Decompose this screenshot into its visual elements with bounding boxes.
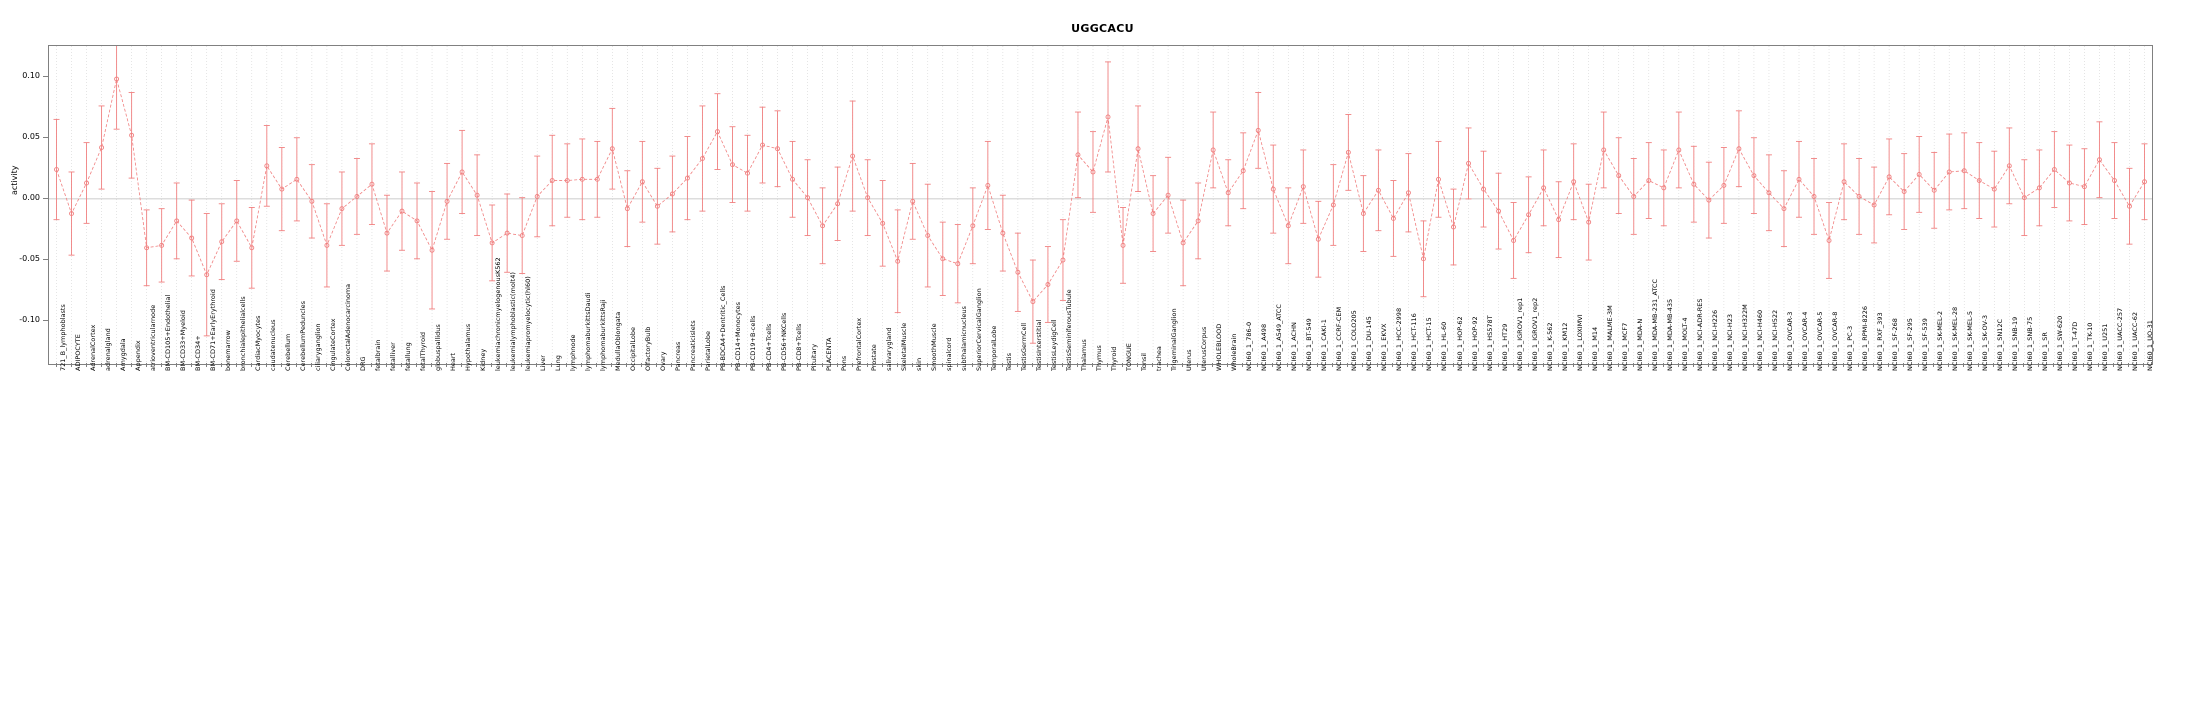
x-tick-mark [491,363,492,367]
x-tick-mark [641,363,642,367]
x-tick-mark [1212,363,1213,367]
x-tick-label: leukemiapromyelocytic(hl60) [524,276,533,371]
x-tick-label: NCI60_1_HOP-92 [1470,316,1479,371]
x-tick-mark [476,363,477,367]
x-tick-label: SuperiorCervicalGanglion [974,288,983,371]
x-tick-mark [1197,363,1198,367]
x-tick-mark [521,363,522,367]
x-tick-label: NCI60_1_HS578T [1485,315,1494,371]
x-tick-mark [746,363,747,367]
x-tick-mark [972,363,973,367]
x-tick-label: BM-CD105+Endothelial [163,294,172,371]
x-tick-label: NCI60_1_KM12 [1560,322,1569,371]
x-tick-mark [1407,363,1408,367]
x-tick-label: Lung [554,355,563,371]
x-tick-label: NCI60_1_MDA-MB-231_ATCC [1650,278,1659,371]
x-tick-label: TONGUE [1125,343,1134,371]
x-tick-label: TrigeminalGanglion [1170,308,1179,371]
x-tick-label: NCI60_1_UO-31 [2146,320,2155,371]
x-tick-mark [1152,363,1153,367]
x-tick-label: ADIPOCYTE [73,334,82,371]
x-tick-label: Tonsil [1140,353,1149,371]
x-tick-mark [1678,363,1679,367]
x-tick-label: PB-CD8+Tcells [794,323,803,371]
x-tick-label: salivarygland [884,327,893,371]
x-tick-mark [2113,363,2114,367]
x-tick-mark [1483,363,1484,367]
x-tick-mark [1227,363,1228,367]
x-tick-label: PB-BDCA4+Dentritic_Cells [719,285,728,371]
y-tick-label: 0.05 [22,131,40,141]
x-tick-label: subthalamicnucleus [959,306,968,371]
x-tick-mark [942,363,943,367]
x-tick-label: trachea [1155,346,1164,371]
x-tick-label: NCI60_1_UACC-62 [2131,311,2140,371]
x-tick-mark [867,363,868,367]
x-tick-label: NCI60_1_SF-539 [1921,318,1930,371]
x-tick-mark [1558,363,1559,367]
x-tick-label: NCI60_1_SR [2041,332,2050,371]
x-tick-mark [1828,363,1829,367]
x-tick-label: Pancreas [674,341,683,371]
x-tick-mark [1978,363,1979,367]
x-tick-mark [1783,363,1784,367]
x-tick-label: NCI60_1_HCC-2998 [1395,307,1404,371]
x-tick-label: PLACENTA [824,337,833,371]
x-tick-label: Thymus [1094,345,1103,371]
x-tick-mark [341,363,342,367]
x-tick-mark [1903,363,1904,367]
x-tick-label: bronchialepithelialcells [238,296,247,371]
x-tick-mark [1347,363,1348,367]
x-tick-mark [1873,363,1874,367]
x-tick-label: NCI60_1_CCRF-CEM [1335,306,1344,371]
x-tick-mark [1377,363,1378,367]
x-tick-mark [1798,363,1799,367]
x-tick-mark [206,363,207,367]
x-tick-mark [1047,363,1048,367]
x-tick-label: Pons [839,355,848,371]
x-tick-mark [1498,363,1499,367]
x-tick-label: Hypothalamus [464,323,473,371]
x-tick-mark [2023,363,2024,367]
x-tick-mark [731,363,732,367]
x-tick-label: NCI60_1_OVCAR-5 [1816,311,1825,371]
x-tick-label: WholeBrain [1230,333,1239,371]
x-tick-label: Amygdala [118,338,127,371]
x-tick-mark [2143,363,2144,367]
x-tick-label: fetallung [404,342,412,371]
x-tick-label: NCI60_1_A549_ATCC [1275,304,1284,371]
x-tick-mark [221,363,222,367]
x-tick-label: SkeletalMuscle [899,322,908,371]
x-tick-label: NCI60_1_OVCAR-4 [1800,311,1809,371]
x-tick-mark [2038,363,2039,367]
x-tick-mark [371,363,372,367]
x-tick-mark [416,363,417,367]
x-tick-mark [281,363,282,367]
x-tick-mark [716,363,717,367]
x-tick-label: NCI60_1_SW-620 [2056,315,2065,371]
x-tick-label: NCI60_1_HOP-62 [1455,316,1464,371]
x-tick-mark [671,363,672,367]
x-tick-mark [762,363,763,367]
x-tick-label: NCI60_1_NCI-ADR-RES [1695,298,1704,371]
x-tick-label: 721_B_lymphoblasts [58,304,67,371]
x-tick-label: NCI60_1_SN12C [1996,318,2005,371]
x-tick-label: spinalcord [944,337,953,371]
x-tick-mark [1468,363,1469,367]
x-tick-label: NCI60_1_LOXIMVI [1575,314,1584,371]
x-tick-mark [822,363,823,367]
x-tick-label: OlfactoryBulb [644,326,653,371]
x-tick-mark [101,363,102,367]
x-tick-mark [176,363,177,367]
x-tick-mark [116,363,117,367]
x-tick-label: PB-CD56+NKCells [779,312,788,371]
x-tick-label: NCI60_1_UACC-257 [2116,307,2125,371]
x-tick-mark [1453,363,1454,367]
x-tick-mark [1317,363,1318,367]
x-tick-mark [807,363,808,367]
x-tick-mark [1362,363,1363,367]
x-tick-mark [1092,363,1093,367]
x-tick-label: NCI60_1_NCI-H23 [1725,313,1734,371]
x-tick-mark [852,363,853,367]
x-tick-label: Liver [539,355,548,371]
x-tick-mark [461,363,462,367]
x-tick-mark [191,363,192,367]
x-tick-label: lymphomaburkittsRaji [599,299,608,371]
x-tick-label: NCI60_1_HCT-15 [1425,317,1434,371]
x-tick-label: leukemialymphoblastic(molt4) [509,272,518,371]
x-tick-mark [1693,363,1694,367]
x-tick-mark [1888,363,1889,367]
chart-title: UGGCACU [1071,22,1134,35]
x-tick-mark [1017,363,1018,367]
x-tick-label: UterusCorpus [1200,326,1209,371]
x-tick-mark [1933,363,1934,367]
x-tick-mark [882,363,883,367]
x-tick-mark [701,363,702,367]
x-tick-label: Thyroid [1110,346,1118,371]
x-tick-label: OccipitalLobe [629,327,638,371]
x-tick-label: Ovary [659,351,668,371]
x-tick-mark [71,363,72,367]
x-tick-mark [1032,363,1033,367]
x-tick-label: NCI60_1_HCT-116 [1410,313,1419,371]
x-tick-label: adrenalgland [103,328,112,371]
x-tick-mark [401,363,402,367]
x-tick-mark [957,363,958,367]
x-tick-mark [1663,363,1664,367]
x-tick-mark [566,363,567,367]
x-tick-mark [446,363,447,367]
x-tick-mark [1302,363,1303,367]
x-tick-mark [1182,363,1183,367]
x-tick-mark [1708,363,1709,367]
x-tick-label: NCI60_1_M14 [1590,326,1599,371]
x-tick-label: CardiacMyocytes [253,315,262,371]
x-tick-label: fetalliver [388,342,397,371]
x-tick-mark [777,363,778,367]
x-tick-mark [1122,363,1123,367]
x-tick-label: NCI60_1_COLO205 [1350,310,1359,371]
x-tick-label: AdrenalCortex [88,324,97,371]
x-tick-label: NCI60_1_SNB-19 [2011,316,2020,371]
x-tick-label: PrefrontalCortex [854,317,863,371]
x-tick-label: NCI60_1_MOLT-4 [1680,317,1689,371]
x-tick-label: Kidney [479,348,488,371]
x-tick-label: NCI60_1_K-562 [1545,322,1554,371]
y-axis-label: activity [10,165,19,195]
x-tick-mark [626,363,627,367]
x-tick-mark [1543,363,1544,367]
x-tick-label: lymphomaburkittsDaudi [584,292,593,371]
x-tick-mark [987,363,988,367]
x-tick-mark [311,363,312,367]
y-tick-label: -0.10 [19,315,40,325]
x-tick-mark [2083,363,2084,367]
x-tick-label: NCI60_1_PC-3 [1846,325,1855,371]
x-tick-label: NCI60_1_T-47D [2071,321,2080,371]
x-tick-label: NCI60_1_NCI-H322M [1740,304,1749,371]
x-tick-mark [596,363,597,367]
x-tick-mark [2008,363,2009,367]
x-tick-label: WHOLEBLOOD [1215,323,1224,371]
x-tick-label: NCI60_1_NCI-H460 [1755,309,1764,371]
x-tick-label: globuspallidus [434,324,443,371]
x-tick-label: MedullaOblongata [614,311,623,371]
x-tick-mark [551,363,552,367]
x-tick-label: NCI60_1_NCI-H226 [1710,309,1719,371]
x-tick-mark [1813,363,1814,367]
x-tick-label: ciliaryganglion [313,323,322,371]
x-tick-mark [1723,363,1724,367]
x-tick-label: PB-CD4+Tcells [764,323,773,371]
x-tick-label: NCI60_1_OVCAR-3 [1785,311,1794,371]
x-tick-mark [1107,363,1108,367]
x-tick-mark [1422,363,1423,367]
x-tick-label: NCI60_1_786-0 [1245,321,1254,371]
x-tick-label: NCI60_1_RXF_393 [1876,312,1885,371]
x-tick-label: BM-CD71+EarlyErythroid [208,289,217,371]
x-tick-mark [1963,363,1964,367]
x-tick-label: NCI60_1_RPMI-8226 [1861,305,1870,371]
x-tick-label: TestisGermCell [1019,322,1028,371]
x-tick-label: Pituitary [809,343,818,371]
x-tick-label: NCI60_1_SNB-75 [2026,316,2035,371]
x-tick-mark [236,363,237,367]
x-tick-mark [1603,363,1604,367]
x-tick-mark [1648,363,1649,367]
x-tick-label: PB-CD19+B-cells [749,315,758,371]
x-tick-label: NCI60_1_OVCAR-8 [1831,311,1840,371]
x-tick-mark [86,363,87,367]
x-tick-mark [686,363,687,367]
x-tick-label: NCI60_1_U251 [2101,323,2110,371]
x-tick-mark [2068,363,2069,367]
x-tick-label: ColorectalAdenocarcinoma [343,283,352,371]
x-tick-mark [581,363,582,367]
x-tick-label: NCI60_1_HL-60 [1440,321,1449,371]
x-tick-mark [1843,363,1844,367]
x-tick-label: caudatenucleus [268,319,277,371]
x-tick-label: leukemiachronicmyelogenousK562 [494,257,503,371]
x-tick-label: skin [914,357,923,371]
x-tick-label: lymphnode [569,334,578,371]
x-tick-mark [1167,363,1168,367]
x-tick-mark [1738,363,1739,367]
x-tick-mark [251,363,252,367]
x-tick-mark [56,363,57,367]
x-tick-label: Prostate [869,344,878,371]
x-tick-label: Pancreaticislets [689,320,698,371]
x-tick-mark [536,363,537,367]
x-tick-label: BM-CD34+ [193,335,202,371]
x-tick-label: PB-CD14+Monocytes [734,301,743,371]
x-tick-label: NCI60_1_SF-268 [1891,318,1900,371]
x-tick-mark [356,363,357,367]
x-tick-mark [1993,363,1994,367]
x-tick-label: NCI60_1_SK-MEL-28 [1951,306,1960,371]
x-tick-mark [1437,363,1438,367]
x-tick-label: TestisLeydigCell [1049,319,1058,371]
x-tick-label: ParietalLobe [704,330,713,371]
x-tick-label: NCI60_1_SF-295 [1906,318,1915,371]
x-tick-mark [1918,363,1919,367]
x-tick-label: Appendix [133,340,142,371]
x-tick-mark [1768,363,1769,367]
x-tick-mark [386,363,387,367]
x-tick-mark [1137,363,1138,367]
x-tick-mark [1513,363,1514,367]
x-tick-mark [146,363,147,367]
x-tick-label: NCI60_1_SK-OV-3 [1981,314,1990,371]
x-tick-mark [1062,363,1063,367]
x-tick-label: NCI60_1_HT29 [1500,323,1509,371]
x-tick-label: NCI60_1_A498 [1260,323,1269,371]
x-tick-mark [1002,363,1003,367]
x-tick-mark [431,363,432,367]
x-tick-label: Uterus [1185,349,1194,371]
x-tick-mark [1272,363,1273,367]
x-tick-label: NCI60_1_EKVX [1380,323,1389,371]
x-tick-label: NCI60_1_NCI-H522 [1770,309,1779,371]
x-tick-label: SmoothMuscle [929,323,938,371]
x-tick-label: Cerebellum [283,333,292,371]
x-tick-mark [1633,363,1634,367]
x-tick-mark [837,363,838,367]
x-tick-label: CerebellumPeduncles [298,300,307,371]
x-tick-label: DRG [358,356,367,371]
x-tick-mark [1753,363,1754,367]
x-tick-mark [611,363,612,367]
x-tick-mark [131,363,132,367]
x-tick-mark [296,363,297,367]
x-tick-label: NCI60_1_MCF7 [1620,322,1629,371]
x-tick-label: NCI60_1_MDA-N [1635,318,1644,371]
x-tick-mark [1257,363,1258,367]
x-tick-label: Testis [1004,353,1013,371]
x-tick-mark [1242,363,1243,367]
x-tick-label: NCI60_1_SK-MEL-5 [1966,311,1975,371]
x-tick-mark [326,363,327,367]
x-tick-label: NCI60_1_BT-549 [1305,318,1314,371]
x-tick-mark [1392,363,1393,367]
x-tick-label: NCI60_1_MALME-3M [1605,305,1614,371]
x-tick-mark [1948,363,1949,367]
x-tick-mark [1573,363,1574,367]
x-tick-label: bonemarrow [223,330,232,371]
x-tick-mark [927,363,928,367]
x-tick-mark [1858,363,1859,367]
x-tick-mark [506,363,507,367]
x-tick-label: BM-CD33+Myeloid [178,310,187,371]
x-tick-mark [2053,363,2054,367]
x-tick-mark [1287,363,1288,367]
x-tick-mark [912,363,913,367]
x-tick-mark [2098,363,2099,367]
x-tick-mark [2128,363,2129,367]
x-tick-mark [1528,363,1529,367]
x-tick-mark [266,363,267,367]
x-tick-mark [1332,363,1333,367]
x-tick-label: atrioventricularnode [148,304,157,371]
x-tick-label: fetalbrain [373,339,382,371]
x-tick-label: TestisInterstitial [1034,319,1043,371]
x-tick-label: NCI60_1_MDA-MB-435 [1665,298,1674,371]
x-tick-label: Heart [449,352,458,371]
x-tick-mark [792,363,793,367]
y-tick-label: 0.00 [22,192,40,202]
y-tick-label: 0.10 [22,70,40,80]
x-tick-label: NCI60_1_ACHN [1290,322,1299,371]
x-tick-label: fetalThyroid [419,332,428,371]
x-tick-label: NCI60_1_SK-MEL-2 [1936,311,1945,371]
x-tick-label: NCI60_1_IGROV1_rep1 [1515,297,1524,371]
x-tick-label: NCI60_1_DU-145 [1365,316,1374,371]
x-tick-label: TestisSeminiferousTubule [1064,289,1073,371]
x-tick-mark [161,363,162,367]
x-tick-label: NCI60_1_IGROV1_rep2 [1530,297,1539,371]
x-tick-mark [656,363,657,367]
x-tick-label: Thalamus [1079,339,1088,371]
x-tick-mark [1077,363,1078,367]
x-tick-label: NCI60_1_TK-10 [2086,322,2095,371]
x-tick-mark [1588,363,1589,367]
x-tick-label: TemporalLobe [989,325,998,371]
x-tick-label: NCI60_1_CAKI-1 [1320,319,1329,371]
x-tick-mark [897,363,898,367]
x-tick-label: CingulateCortex [328,318,337,371]
y-tick-label: -0.05 [19,254,40,264]
x-tick-mark [1618,363,1619,367]
